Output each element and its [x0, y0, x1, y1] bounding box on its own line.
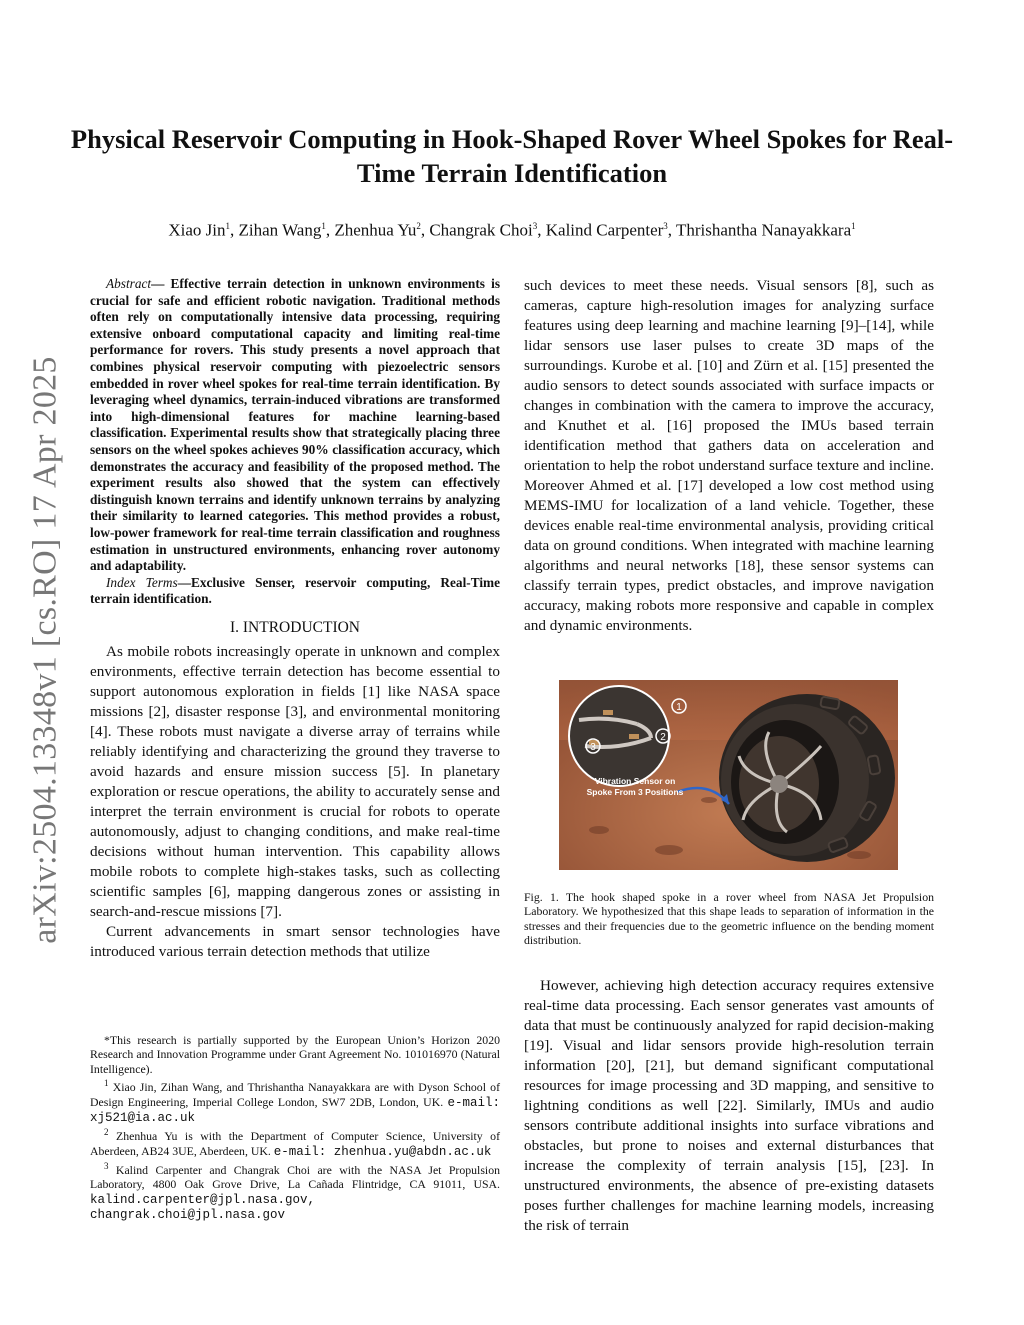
right-paragraph-2: However, achieving high detection accuracy requires extensive real-time data processing. Each sensor generates vast amounts of data that must be continuously analyzed for rapid decision-making [19]. Visual and lidar sensors provide high-resolution terrain information [20], [21], but demand significant computational resources for image processing and 3D mapping, and sensitive to lightning conditions as well [22]. Similarly, IMUs and audio sensors contribute additional insights into surface vibrations and obstacles, but prone to noises and external disturbances that increase the complexity of terrain analysis [15], [23]. In unstructured environments, the absence of pre-existing datasets poses further challenges for machine learning models, increasing the risk of terrain [524, 977, 934, 1234]
footnotes [90, 1033, 500, 1223]
footnote-1 [90, 1076, 500, 1125]
section-heading-introduction: I. INTRODUCTION [229, 618, 360, 636]
footnote-1-email: e-mail: xj521@ia.ac.uk [90, 1095, 501, 1125]
footnote-3 [90, 1159, 500, 1223]
callout-label-line2: Spoke From 3 Positions [586, 787, 684, 797]
footnote-mark: 2 [104, 1127, 109, 1138]
author-list: Xiao Jin$^1$, Zihan Wang$^1$, Zhenhua Yu$^2$, Changrak Choi$^3$, Kalind Carpenter$^3$, Thrishantha Nanayakkara$^1$ [168, 220, 856, 240]
rover-wheel-illustration [559, 680, 898, 870]
footnote-3-email: kalind.carpenter@jpl.nasa.gov, changrak.choi@jpl.nasa.gov [90, 1192, 316, 1223]
rover-wheel [719, 694, 895, 862]
author: Changrak Choi [429, 220, 533, 240]
intro-paragraph-1: As mobile robots increasingly operate in unknown and complex environments, effective terrain detection has become essential to support autonomous exploration in fields [1] like NASA space missions [2], disaster response [3], and environmental monitoring [4]. These robots must navigate a diverse array of terrains while reliably identifying and characterizing the ground they traverse to avoid hazards and ensure mission success [5]. In planetary exploration or rescue operations, the ability to accurately sense and interpret the terrain environment is crucial for robots to operate autonomously, adjust to changing conditions, and make real-time decisions without human intervention. This capability allows mobile robots to complete high-stakes tasks, such as collecting scientific samples [6], mapping dangerous zones or assisting in search-and-rescue missions [7]. [90, 642, 500, 920]
footnote-2 [90, 1125, 500, 1159]
right-column-upper [524, 276, 934, 636]
figure-1-caption: Fig. 1. The hook shaped spoke in a rover wheel from NASA Jet Propulsion Laboratory. We hypothesized that this shape leads to separation of information in the stresses and their frequencies due to the geometric influence on the bending moment distribution. [524, 890, 934, 948]
marker-1: 1 [676, 702, 682, 713]
author-affiliation-mark: 1 [851, 221, 856, 231]
author: Zihan Wang [238, 220, 322, 240]
callout-label-line1: Vibration Sensor on [594, 776, 676, 786]
author: Kalind Carpenter [545, 220, 664, 240]
author: Thrishantha Nanayakkara [676, 220, 852, 240]
intro-paragraph-2: Current advancements in smart sensor technologies have introduced various terrain detection methods that utilize [90, 922, 500, 960]
index-terms [90, 575, 500, 608]
author-affiliation-mark: 2 [416, 221, 421, 231]
author-affiliation-mark: 1 [225, 221, 231, 231]
footnote-funding: *This research is partially supported by the European Union’s Horizon 2020 Research and Innovation Programme under Grant Agreement No. 101016970 (Natural Intelligence). [90, 1033, 500, 1076]
author-affiliation-mark: 1 [321, 221, 326, 231]
marker-3: 3 [590, 742, 596, 753]
index-terms-text: —Exclusive Senser, reservoir computing, Real-Time terrain identification. [90, 574, 500, 607]
right-column-lower [524, 976, 934, 1236]
right-paragraph-1: such devices to meet these needs. Visual sensors [8], such as cameras, capture high-resolution images for analyzing surface features using deep learning and machine learning [9]–[14], while lidar sensors use laser pulses to create 3D maps of the surroundings. Kurobe et al. [10] and Zürn et al. [15] presented the audio sensors to detect sounds associated with surface impacts or changes in combination with the camera to improve the accuracy, and Knuthet et al. [16] proposed the IMUs based terrain identification method that gathers data on acceleration and orientation to help the robot understand surface texture and incline. Moreover Ahmed et al. [17] developed a low cost method using MEMS-IMU for localization of a land vehicle. Together, these devices enable real-time environmental analysis, providing critical data on ground conditions. When integrated with machine learning algorithms and neural networks [18], these sensor systems can classify terrain types, predict obstacles, and improve navigation accuracy, making robots more responsive and capable in complex and dynamic environments. [524, 277, 934, 634]
author: Xiao Jin [168, 220, 226, 240]
arxiv-sidebar-stamp [16, 350, 76, 950]
spoke-inset-callout [569, 686, 669, 786]
index-terms-label: Index Terms [106, 574, 178, 590]
figure-1-rover-wheel [559, 680, 898, 870]
footnote-1-text: Xiao Jin, Zihan Wang, and Thrishantha Nanayakkara are with Dyson School of Design Engineering, Imperial College London, SW7 2DB, London, UK. [90, 1080, 500, 1109]
footnote-2-email: e-mail: zhenhua.yu@abdn.ac.uk [273, 1144, 492, 1159]
arxiv-id: arXiv:2504.13348v1 [cs.RO] 17 Apr 2025 [27, 356, 64, 944]
abstract-text: — Effective terrain detection in unknown environments is crucial for safe and efficient robotic navigation. Traditional methods often rely on computationally intensive data processing, requiring extensive onboard computational capacity and limiting real-time performance for rovers. This study presents a novel approach that combines physical reservoir computing with piezoelectric sensors embedded in rover wheel spokes for real-time terrain identification. By leveraging wheel dynamics, terrain-induced vibrations are transformed into high-dimensional features for machine learning-based classification. Experimental results show that strategically placing three sensors on the wheel spokes achieves 90% classification accuracy, which demonstrates the accuracy and feasibility of the proposed method. The experiment results also showed that the system can effectively distinguish known terrains and identify unknown terrains by analyzing their similarity to learned categories. This method provides a robust, low-power framework for real-time terrain classification and roughness estimation in unstructured environments, enhancing rover autonomy and adaptability. [90, 276, 500, 574]
footnote-mark: 1 [104, 1078, 109, 1089]
footnote-3-text: Kalind Carpenter and Changrak Choi are with the NASA Jet Propulsion Laboratory, 4800 Oak Grove Drive, La Cañada Flintridge, CA 91011, USA. [90, 1163, 500, 1192]
left-column [90, 276, 500, 962]
abstract-label: Abstract [106, 276, 152, 291]
footnote-2-text: Zhenhua Yu is with the Department of Computer Science, University of Aberdeen, AB24 3UE, Aberdeen, UK. [90, 1129, 500, 1158]
author: Zhenhua Yu [334, 220, 417, 240]
author-affiliation-mark: 3 [663, 221, 668, 231]
abstract [90, 276, 500, 575]
footnote-mark: 3 [104, 1161, 109, 1172]
marker-2: 2 [660, 732, 666, 743]
paper-title: Physical Reservoir Computing in Hook-Shaped Rover Wheel Spokes for Real-Time Terrain Identification [70, 124, 954, 188]
author-affiliation-mark: 3 [532, 221, 538, 231]
